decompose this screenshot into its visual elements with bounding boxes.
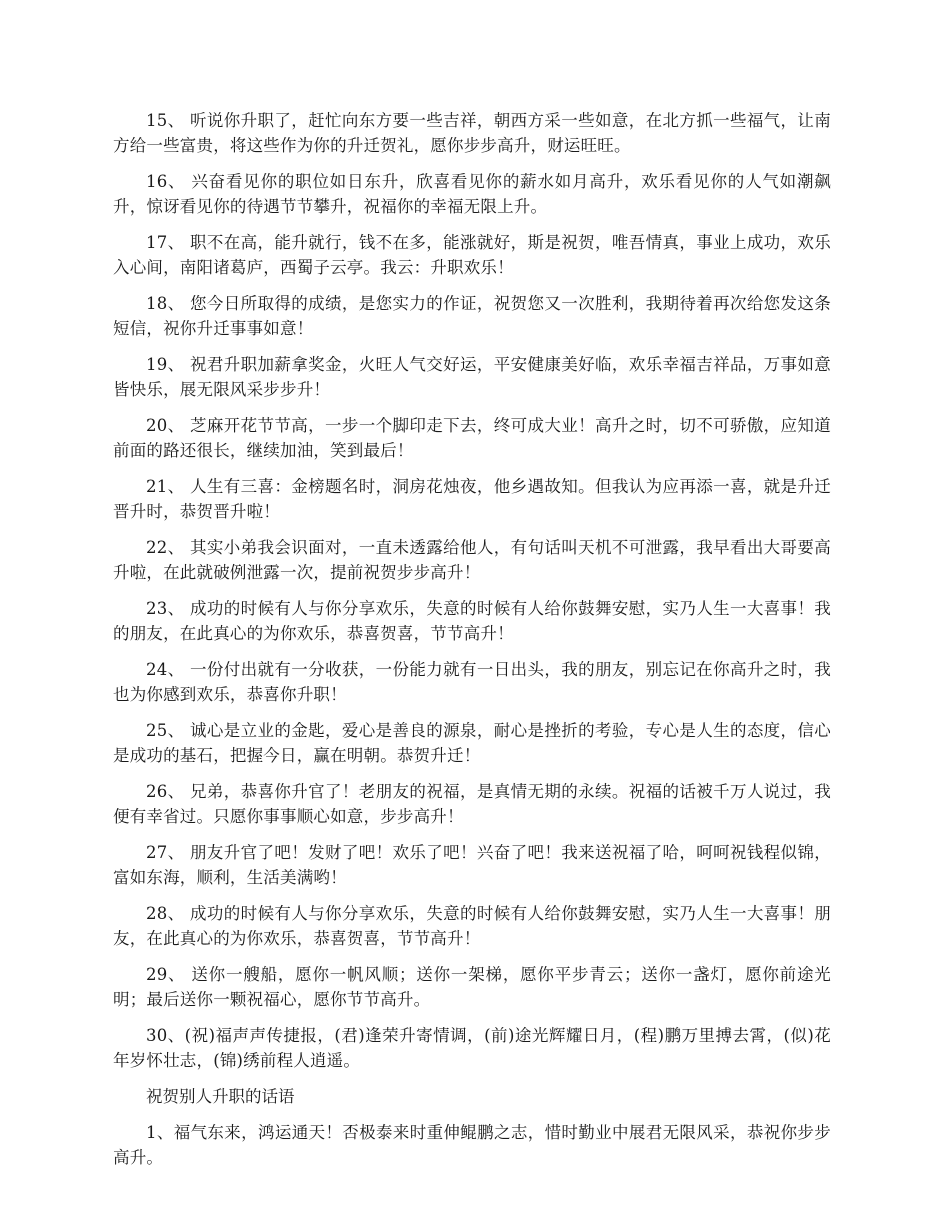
paragraph-18: 18、 您今日所取得的成绩，是您实力的作证，祝贺您又一次胜利，我期待着再次给您发这条短信，祝你升迁事事如意！ (113, 294, 831, 338)
paragraph-26: 26、 兄弟，恭喜你升官了！老朋友的祝福，是真情无期的永续。祝福的话被千万人说过，我便有幸省过。只愿你事事顺心如意，步步高升！ (113, 782, 831, 826)
paragraph-27: 27、 朋友升官了吧！发财了吧！欢乐了吧！兴奋了吧！我来送祝福了哈，呵呵祝钱程似锦，富如东海，顺利，生活美满哟！ (113, 843, 831, 887)
paragraph-17: 17、 职不在高，能升就行，钱不在多，能涨就好，斯是祝贺，唯吾情真，事业上成功，欢乐入心间，南阳诸葛庐，西蜀子云亭。我云：升职欢乐！ (113, 233, 831, 277)
paragraph-25: 25、 诚心是立业的金匙，爱心是善良的源泉，耐心是挫折的考验，专心是人生的态度，信心是成功的基石，把握今日，赢在明朝。恭贺升迁！ (113, 721, 831, 765)
paragraph-30: 30、(祝)福声声传捷报，(君)逢荣升寄情调，(前)途光辉耀日月，(程)鹏万里搏去霄，(似)花年岁怀壮志，(锦)绣前程人逍遥。 (113, 1026, 831, 1070)
paragraph-29: 29、 送你一艘船，愿你一帆风顺；送你一架梯，愿你平步青云；送你一盏灯，愿你前途光明；最后送你一颗祝福心，愿你节节高升。 (113, 965, 831, 1009)
paragraph-21: 21、 人生有三喜：金榜题名时，洞房花烛夜，他乡遇故知。但我认为应再添一喜，就是升迁晋升时，恭贺晋升啦！ (113, 477, 831, 521)
paragraph-23: 23、 成功的时候有人与你分享欢乐，失意的时候有人给你鼓舞安慰，实乃人生一大喜事！我的朋友，在此真心的为你欢乐，恭喜贺喜，节节高升！ (113, 599, 831, 643)
paragraph-22: 22、 其实小弟我会识面对，一直未透露给他人，有句话叫天机不可泄露，我早看出大哥要高升啦，在此就破例泄露一次，提前祝贺步步高升！ (113, 538, 831, 582)
paragraph-24: 24、 一份付出就有一分收获，一份能力就有一日出头，我的朋友，别忘记在你高升之时，我也为你感到欢乐，恭喜你升职！ (113, 660, 831, 704)
paragraph-16: 16、 兴奋看见你的职位如日东升，欣喜看见你的薪水如月高升，欢乐看见你的人气如潮飙升，惊讶看见你的待遇节节攀升，祝福你的幸福无限上升。 (113, 172, 831, 216)
paragraph-1: 1、福气东来，鸿运通天！否极泰来时重伸鲲鹏之志，惜时勤业中展君无限风采，恭祝你步步高升。 (113, 1123, 831, 1167)
document-body (113, 108, 831, 1181)
paragraph-28: 28、 成功的时候有人与你分享欢乐，失意的时候有人给你鼓舞安慰，实乃人生一大喜事！朋友，在此真心的为你欢乐，恭喜贺喜，节节高升！ (113, 904, 831, 948)
section-heading: 祝贺别人升职的话语 (146, 1087, 295, 1106)
paragraph-20: 20、 芝麻开花节节高，一步一个脚印走下去，终可成大业！高升之时，切不可骄傲，应知道前面的路还很长，继续加油，笑到最后！ (113, 416, 831, 460)
paragraph-19: 19、 祝君升职加薪拿奖金，火旺人气交好运，平安健康美好临，欢乐幸福吉祥品，万事如意皆快乐，展无限风采步步升！ (113, 355, 831, 399)
paragraph-15: 15、 听说你升职了，赶忙向东方要一些吉祥，朝西方采一些如意，在北方抓一些福气，让南方给一些富贵，将这些作为你的升迁贺礼，愿你步步高升，财运旺旺。 (113, 111, 831, 155)
